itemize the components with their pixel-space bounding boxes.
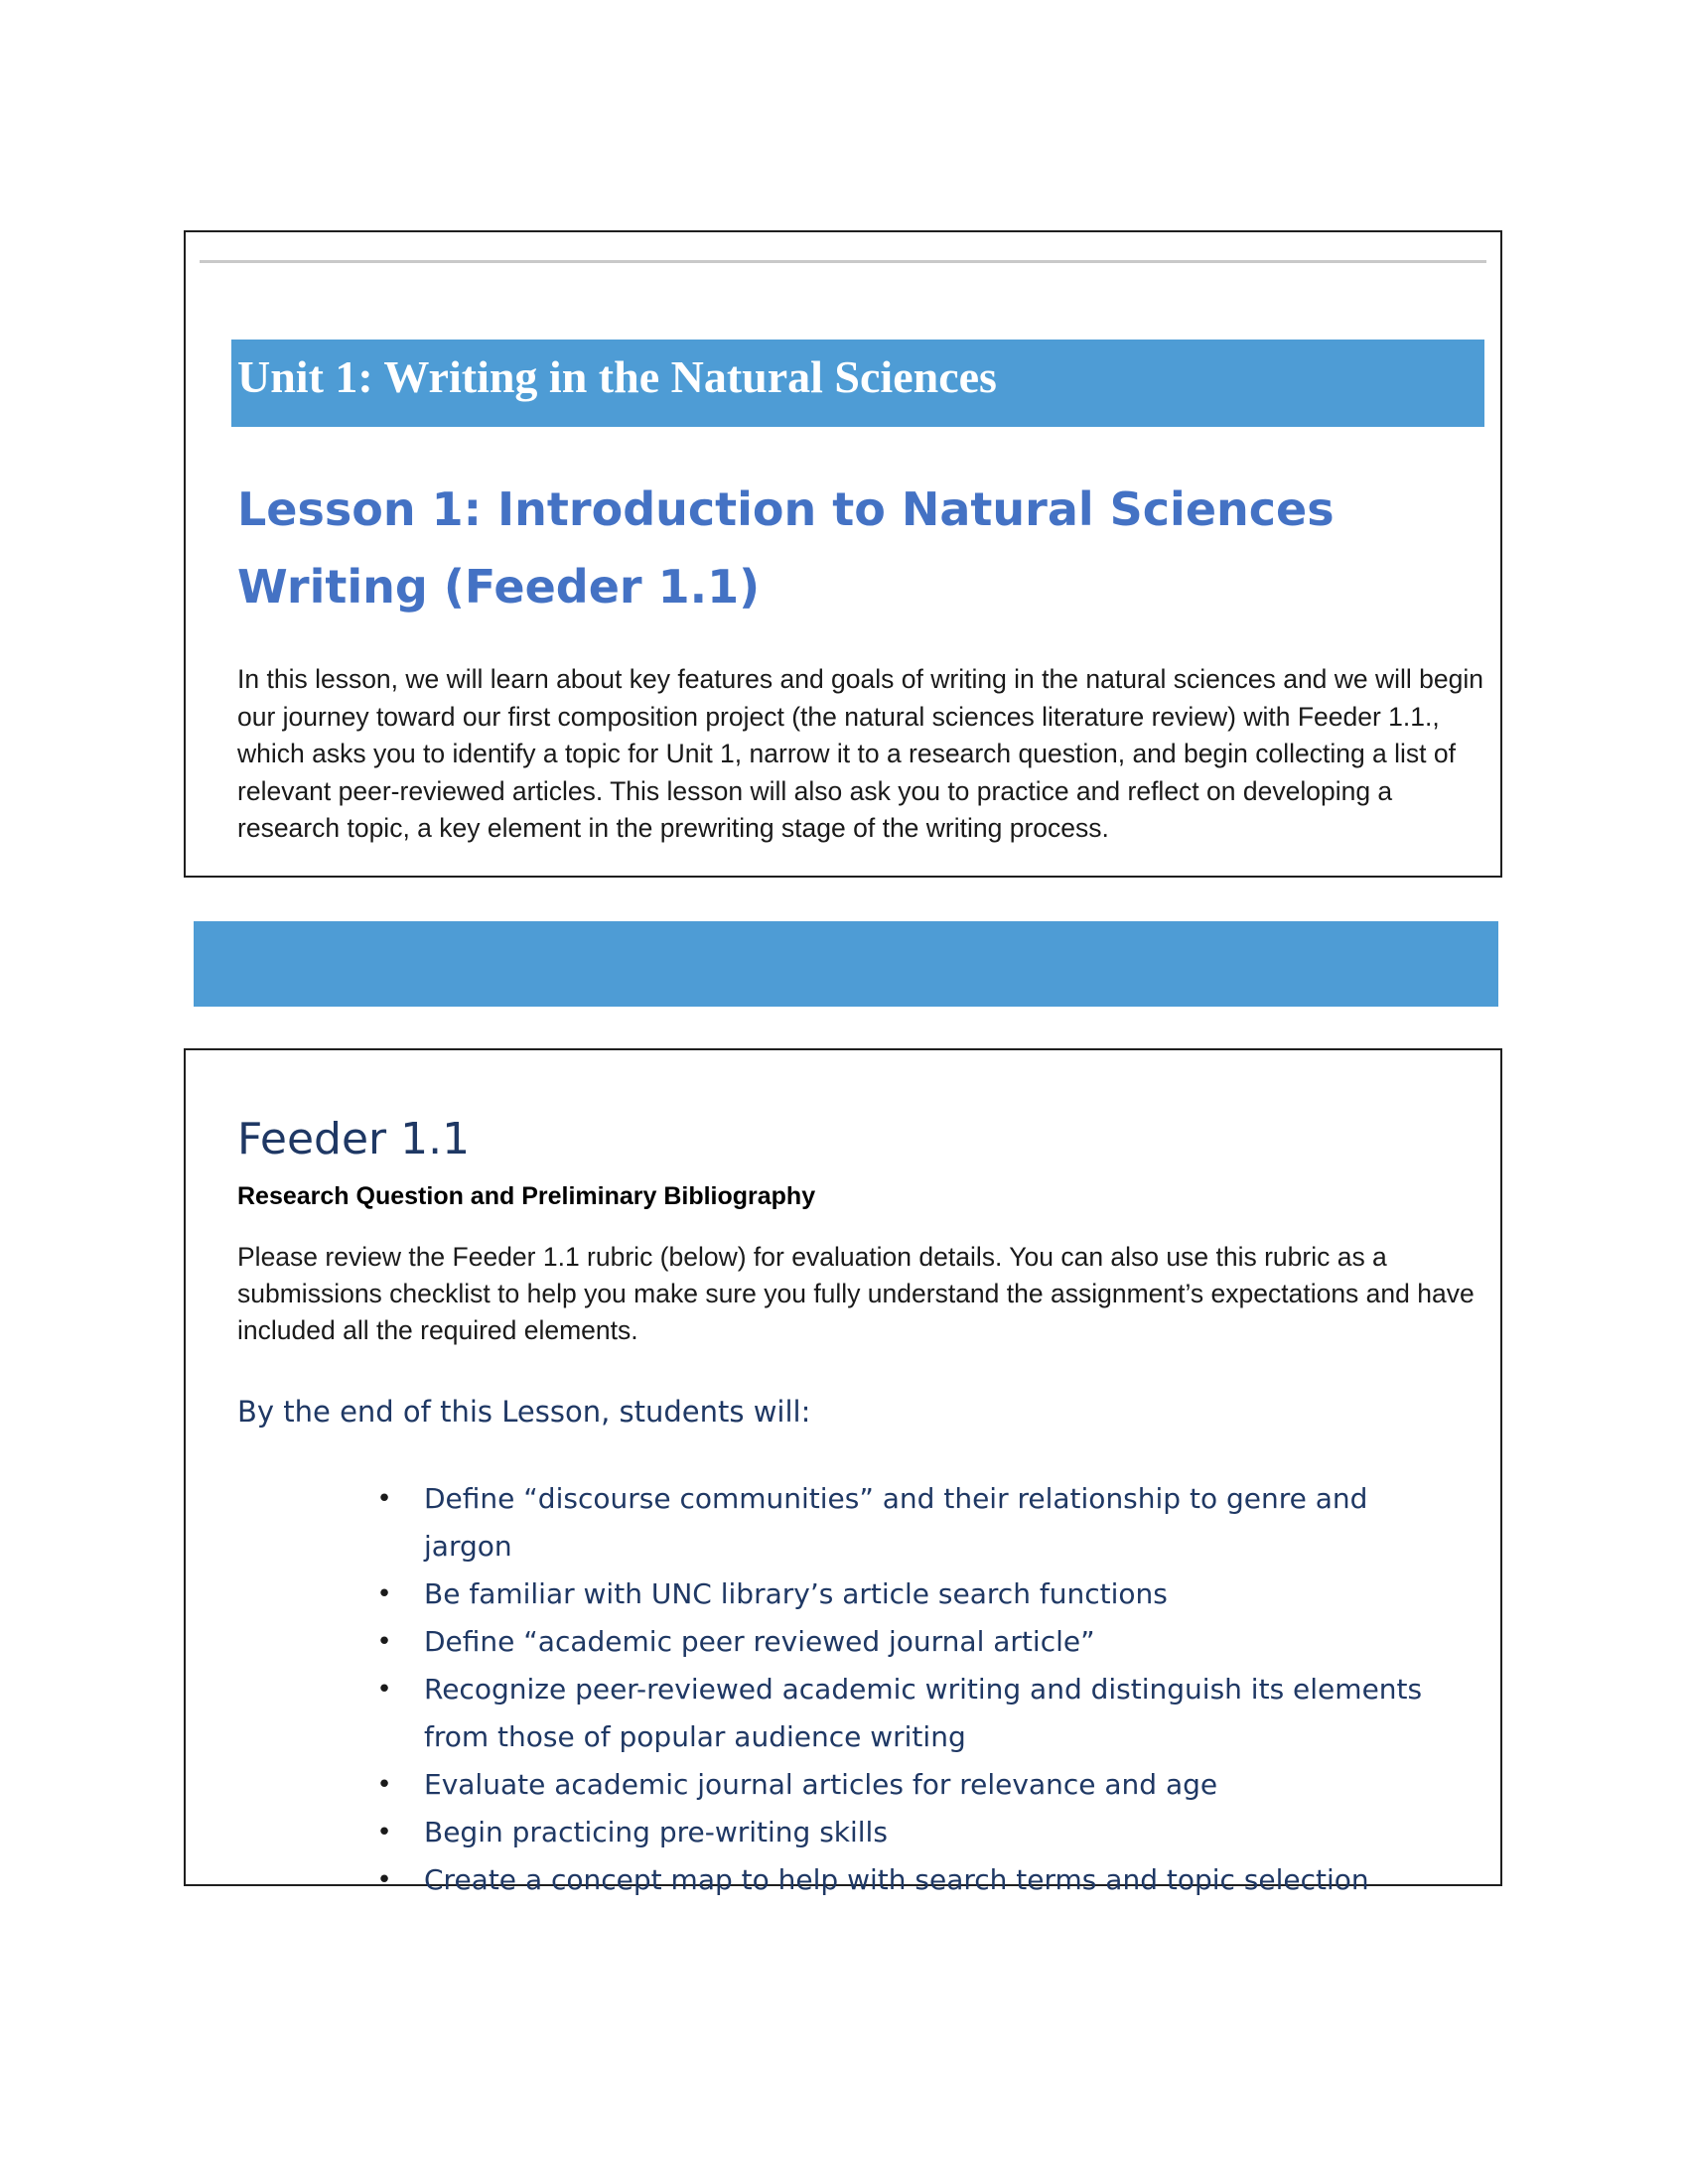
feeder-box — [184, 1048, 1502, 1896]
feeder-title: Feeder 1.1 — [237, 1114, 471, 1164]
objective-text: Create a concept map to help with search terms and topic selection — [424, 1863, 1369, 1896]
list-item — [374, 1570, 1447, 1618]
objective-text: Define “discourse communities” and their relationship to genre and jargon — [424, 1482, 1368, 1563]
list-item — [374, 1475, 1447, 1570]
list-item — [374, 1856, 1447, 1904]
bullet-icon: • — [376, 1675, 392, 1705]
unit-banner — [231, 340, 1484, 427]
bullet-icon: • — [376, 1627, 392, 1657]
horizontal-rule — [200, 260, 1486, 263]
objective-text: Recognize peer-reviewed academic writing and distinguish its elements from those of popular audience writing — [424, 1673, 1423, 1753]
list-item — [374, 1618, 1447, 1666]
list-item — [374, 1809, 1447, 1856]
bullet-icon: • — [376, 1484, 392, 1514]
objective-text: Define “academic peer reviewed journal article” — [424, 1625, 1095, 1658]
section-divider-band — [194, 921, 1498, 1007]
unit-title: Unit 1: Writing in the Natural Sciences — [237, 351, 997, 402]
lesson-intro-paragraph: In this lesson, we will learn about key features and goals of writing in the natural sciences and we will begin our journey toward our first composition project (the natural sciences literature review) with Feeder 1.1., which asks you to identify a topic for Unit 1, narrow it to a research question, and begin collecting a list of relevant peer-reviewed articles. This lesson will also ask you to practice and reflect on developing a research topic, a key element in the prewriting stage of the writing process. — [237, 664, 1484, 843]
lesson-intro-box — [184, 230, 1502, 878]
list-item — [374, 1666, 1447, 1761]
feeder-subtitle: Research Question and Preliminary Bibliography — [237, 1182, 816, 1210]
bullet-icon: • — [376, 1818, 392, 1847]
list-item — [374, 1761, 1447, 1809]
objective-text: Evaluate academic journal articles for relevance and age — [424, 1768, 1218, 1801]
bullet-icon: • — [376, 1770, 392, 1800]
objectives-heading: By the end of this Lesson, students will: — [237, 1395, 811, 1429]
lesson-title: Lesson 1: Introduction to Natural Sciences Writing (Feeder 1.1) — [237, 482, 1335, 614]
objective-text: Begin practicing pre-writing skills — [424, 1816, 888, 1848]
bullet-icon: • — [376, 1579, 392, 1609]
objectives-list — [374, 1475, 1447, 1904]
feeder-description: Please review the Feeder 1.1 rubric (below) for evaluation details. You can also use this rubric as a submissions checklist to help you make sure you fully understand the assignment’s expectations and have included all the required elements. — [237, 1242, 1475, 1345]
bullet-icon: • — [376, 1865, 392, 1895]
objective-text: Be familiar with UNC library’s article search functions — [424, 1577, 1168, 1610]
